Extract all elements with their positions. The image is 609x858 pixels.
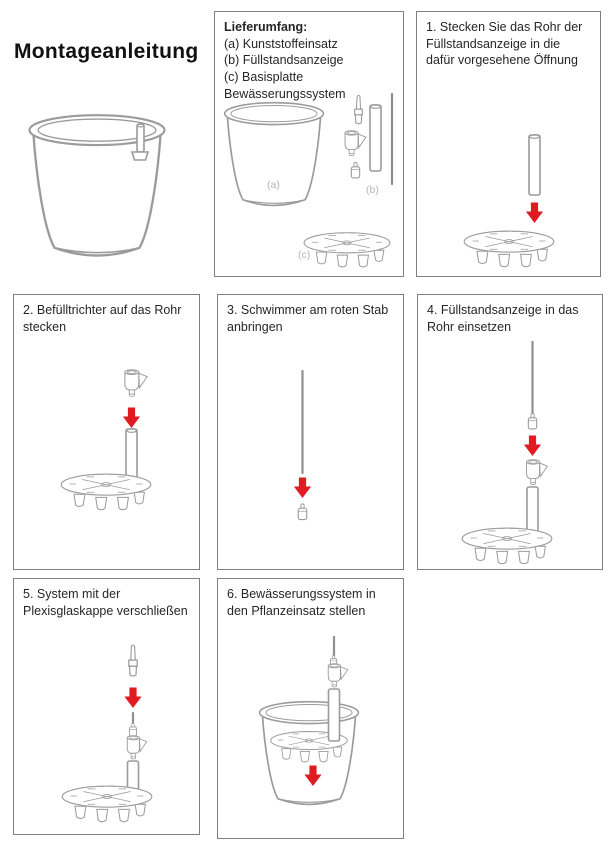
step-2-illustration: [14, 355, 199, 567]
step-5-text: 5. System mit der Plexisglaskappe verschließen: [23, 587, 188, 618]
base-plate-drawing: [304, 233, 390, 267]
lieferumfang-item-c: (c) Basisplatte: [224, 69, 304, 84]
red-arrow-icon: [526, 203, 543, 224]
panel-step-6: [217, 578, 404, 839]
step-1-text: 1. Stecken Sie das Rohr der Füllstandsanzeige in die dafür vorgesehene Öffnung: [426, 20, 583, 68]
part-label-b: (b): [366, 184, 379, 196]
red-arrow-icon: [524, 436, 541, 457]
step-6-text: 6. Bewässerungssystem in den Pflanzeinsatz stellen: [227, 587, 376, 618]
page-title: Montageanleitung: [14, 40, 199, 63]
part-label-c: (c): [298, 249, 311, 261]
base-plate-drawing: [464, 231, 554, 267]
lieferumfang-illustration: [215, 92, 403, 276]
float-drawing: [528, 414, 536, 429]
base-plate-drawing: [62, 786, 152, 822]
lieferumfang-item-c2: Bewässerungssystem: [224, 86, 346, 101]
funnel-drawing: [527, 460, 548, 485]
funnel-drawing: [127, 736, 146, 759]
part-label-a: (a): [267, 179, 280, 191]
step-3-text: 3. Schwimmer am roten Stab anbringen: [227, 303, 389, 334]
cap-drawing: [129, 645, 137, 676]
lieferumfang-heading: Lieferumfang:: [224, 20, 308, 34]
float-drawing: [298, 504, 306, 520]
tube-drawing: [370, 105, 381, 171]
step-6-illustration: [218, 631, 403, 837]
red-arrow-icon: [294, 478, 311, 499]
step-2-text: 2. Befülltrichter auf das Rohr stecken: [23, 303, 182, 334]
float-drawing: [351, 163, 359, 178]
base-plate-drawing: [462, 528, 552, 564]
cap-drawing: [355, 95, 363, 123]
red-arrow-icon: [123, 408, 140, 429]
lieferumfang-item-a: (a) Kunststoffeinsatz: [224, 36, 338, 51]
panel-step-1: [416, 11, 601, 277]
step-1-illustration: [417, 82, 600, 276]
red-arrow-icon: [124, 688, 141, 709]
tube-drawing: [529, 135, 540, 195]
panel-step-4: [417, 294, 603, 570]
step-4-text: 4. Füllstandsanzeige in das Rohr einsetzen: [427, 303, 579, 334]
step-4-illustration: [418, 341, 602, 569]
panel-step-3: [217, 294, 404, 570]
step-5-illustration: [14, 635, 199, 831]
pot-with-indicator-drawing: [20, 98, 176, 274]
tube-drawing: [329, 689, 340, 741]
panel-step-5: [13, 578, 200, 835]
panel-lieferumfang: [214, 11, 404, 277]
lieferumfang-item-b: (b) Füllstandsanzeige: [224, 53, 344, 68]
base-plate-drawing: [61, 474, 151, 510]
float-drawing: [130, 724, 137, 737]
funnel-drawing: [125, 370, 147, 397]
funnel-drawing: [345, 131, 366, 156]
panel-step-2: [13, 294, 200, 570]
step-3-illustration: [218, 355, 403, 567]
funnel-drawing: [328, 664, 347, 687]
